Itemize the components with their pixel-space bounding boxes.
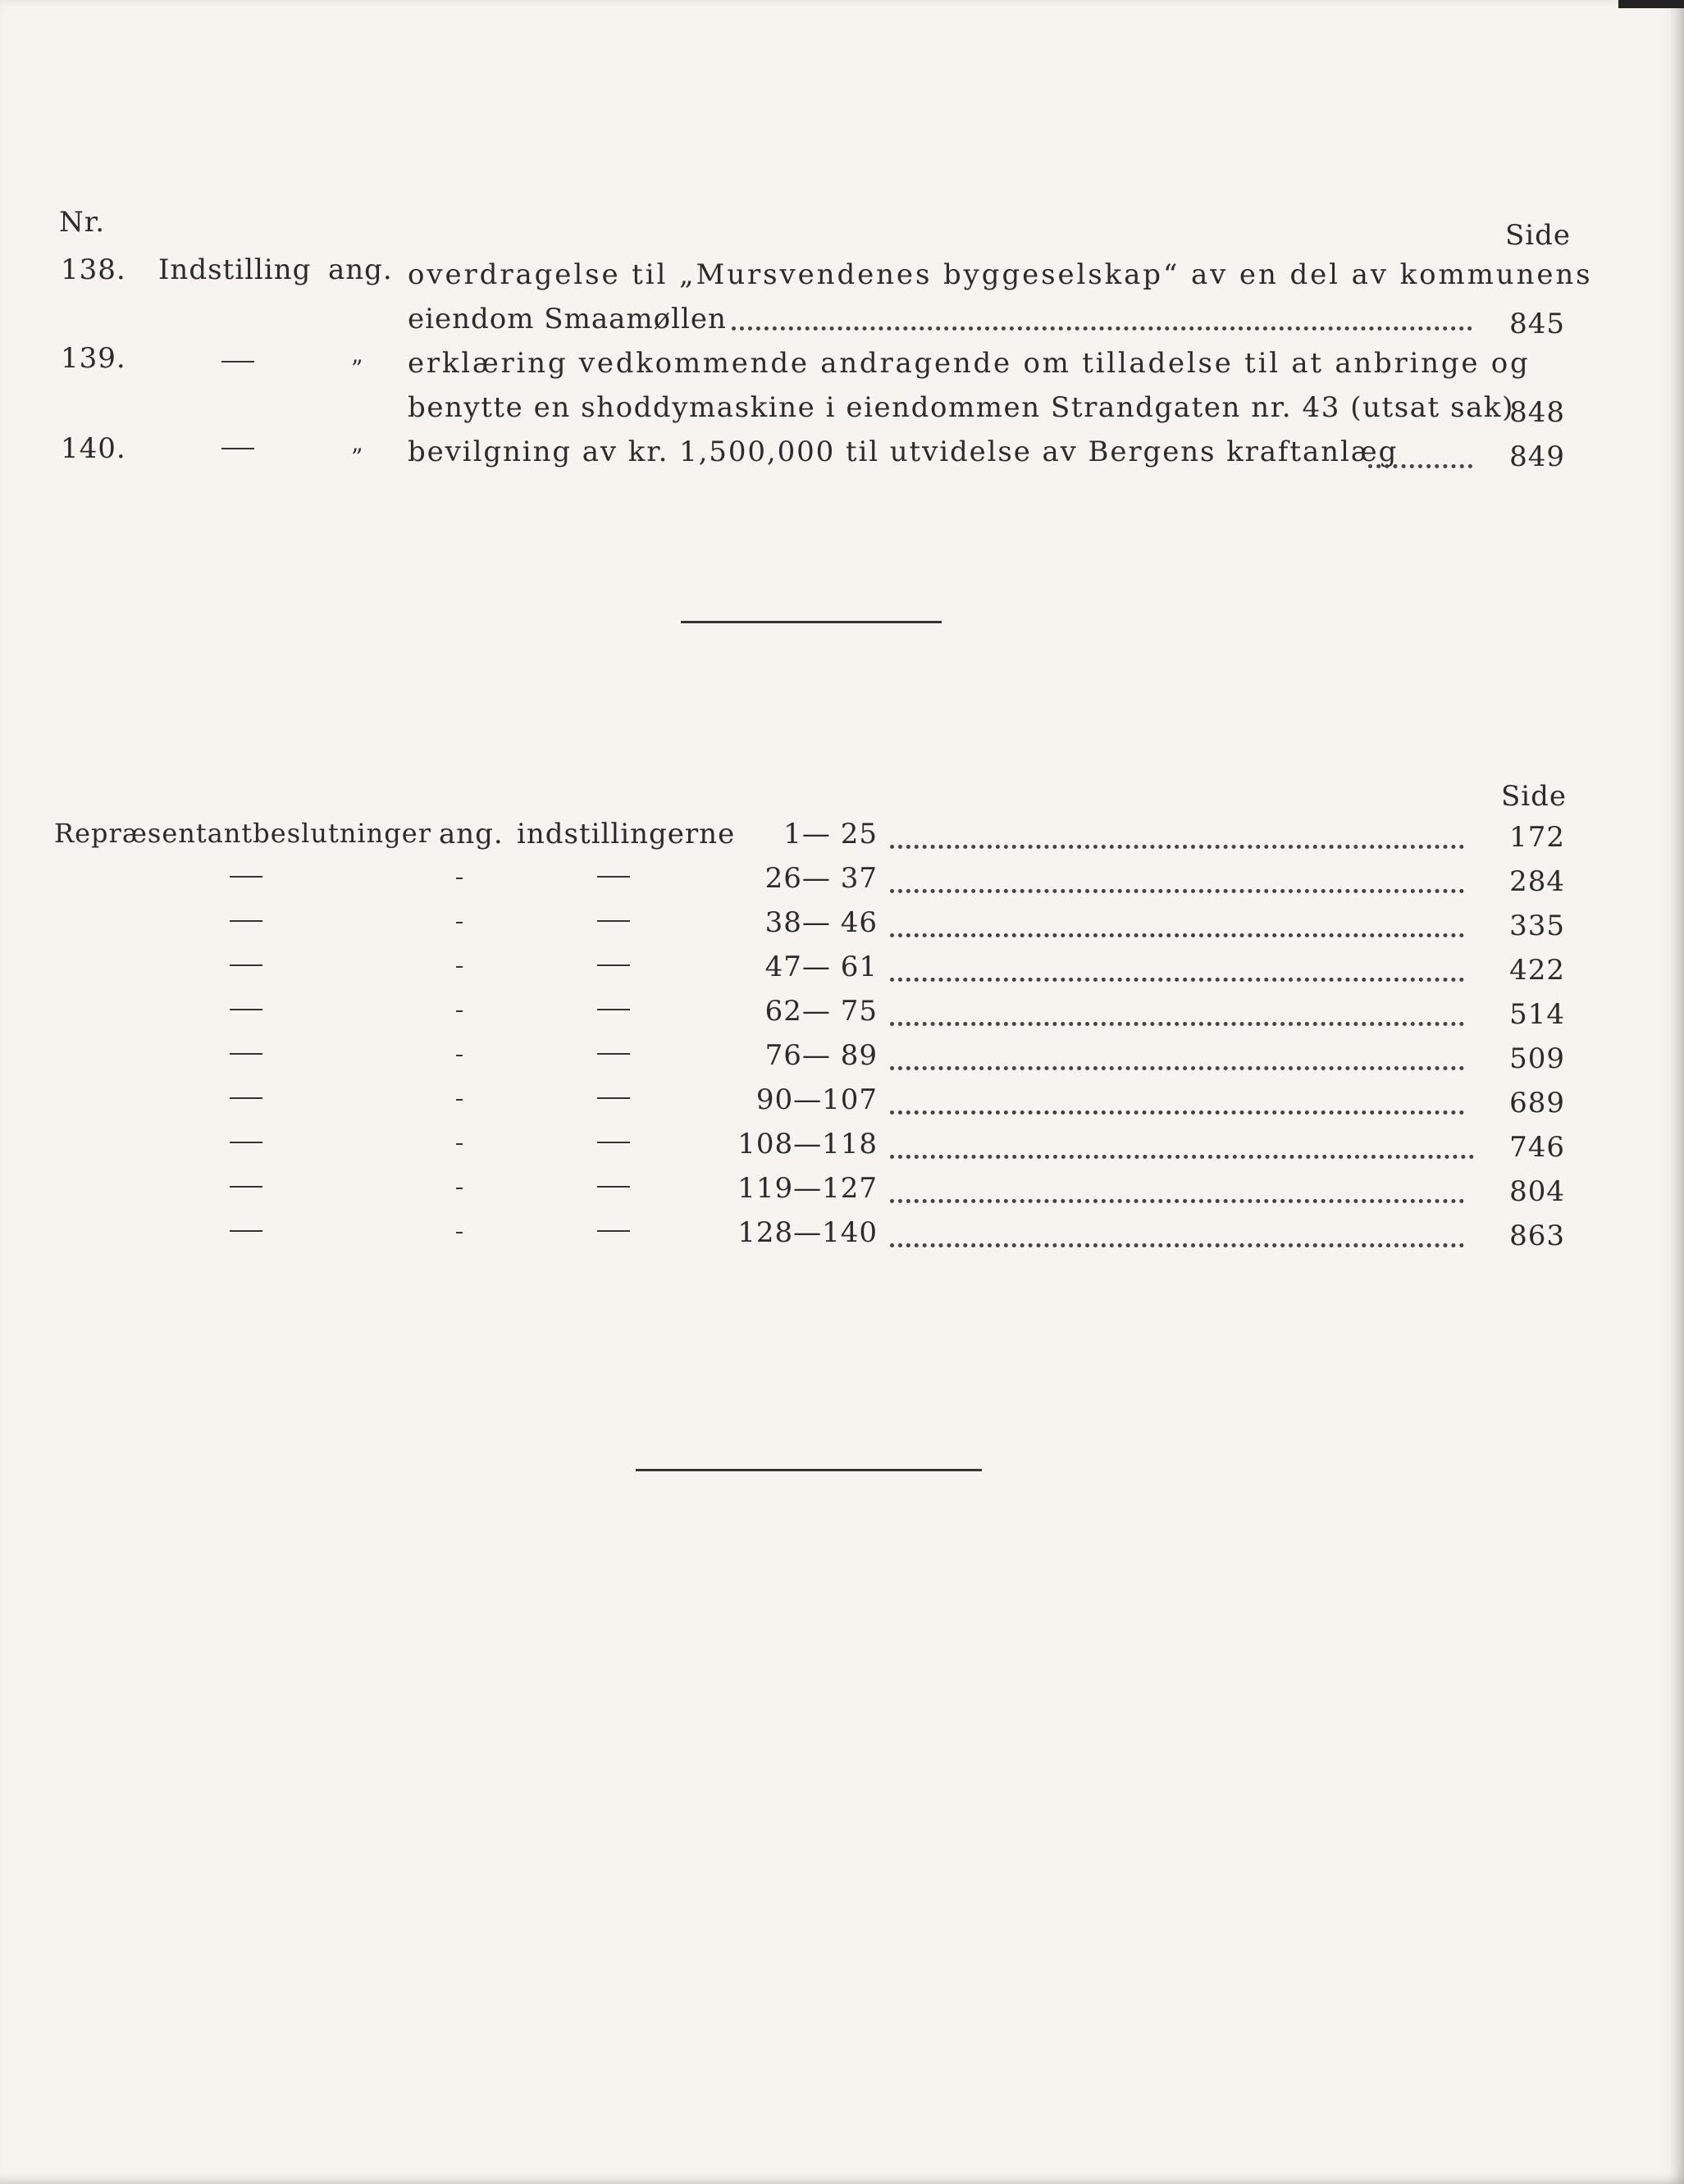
resolution-range: 119—127 [737,1172,878,1205]
nr-column-header: Nr. [59,206,106,239]
dot-leader [890,889,1464,893]
resolution-range: 108—118 [737,1128,878,1160]
dot-leader [732,326,1472,331]
ditto-dash [230,1186,262,1188]
ditto-hyphen [456,1010,463,1012]
ditto-hyphen [456,966,463,968]
ditto-dash [597,1097,630,1099]
dot-leader [890,933,1464,937]
resolution-page: 514 [1509,998,1565,1031]
ditto-dash [230,1142,262,1143]
ditto-hyphen [456,1099,463,1101]
dot-leader [890,978,1464,982]
resolution-range: 1— 25 [783,818,878,850]
ditto-hyphen [456,1232,463,1233]
page-corner-mark [1618,0,1684,8]
entry-page: 848 [1509,396,1565,429]
resolution-page: 746 [1509,1131,1565,1164]
dot-leader [890,845,1464,849]
entry-description-line1: bevilgning av kr. 1,500,000 til utvidelse av Bergens kraftanlæg [408,435,1399,468]
entry-page: 849 [1509,440,1565,473]
ditto-dash [230,876,262,878]
resolution-page: 284 [1509,865,1565,898]
side-column-header: Side [1505,219,1572,252]
resolution-page: 172 [1509,821,1565,854]
resolution-page: 804 [1509,1175,1565,1208]
dot-leader [1368,464,1472,468]
ditto-dash [230,920,262,922]
dot-leader [890,1022,1464,1026]
entry-number: 140. [61,432,126,465]
resolution-page: 335 [1509,910,1565,942]
ditto-dash [230,1097,262,1099]
ditto-dash [597,876,630,878]
dot-leader [890,1110,1464,1115]
entry-ang: ang. [328,253,393,286]
ditto-hyphen [456,922,463,923]
entry-page: 845 [1509,308,1565,340]
ditto-dash [597,1230,630,1232]
resolution-range: 76— 89 [764,1039,878,1072]
dot-leader [890,1199,1464,1203]
ditto-dash [230,1053,262,1055]
ditto-dash [597,1142,630,1143]
ditto-hyphen [456,1055,463,1056]
ditto-dash [230,1230,262,1232]
ditto-dash [230,1009,262,1010]
entry-description-line1: erklæring vedkommende andragende om tilladelse til at anbringe og [408,347,1531,380]
ditto-dash [597,964,630,966]
resolutions-label: Repræsentantbeslutninger [54,818,431,849]
resolutions-target: indstillingerne [517,818,736,850]
section-divider [636,1469,982,1471]
ditto-dash [221,448,254,449]
resolution-page: 509 [1509,1042,1565,1075]
side-column-header: Side [1501,780,1568,813]
entry-description-line2: benytte en shoddymaskine i eiendommen Strandgaten nr. 43 (utsat sak) [408,391,1514,424]
resolution-range: 90—107 [755,1083,878,1116]
ditto-dash [597,1053,630,1055]
ditto-hyphen [456,878,463,879]
resolution-page: 422 [1509,954,1565,987]
resolution-range: 47— 61 [764,951,878,983]
entry-description-line1: overdragelse til „Mursvendenes byggeselskap“ av en del av kommunens [408,258,1593,291]
entry-number: 138. [61,253,126,286]
dot-leader [890,1243,1464,1247]
ditto-dash [597,920,630,922]
ditto-hyphen [456,1143,463,1145]
ditto-dash [221,361,254,362]
resolution-range: 38— 46 [764,906,878,939]
section-divider [681,621,942,623]
ditto-dash [230,964,262,966]
ditto-mark: ” [351,444,364,471]
entry-number: 139. [61,342,126,375]
dot-leader [890,1066,1464,1070]
dot-leader [890,1155,1474,1159]
ditto-dash [597,1186,630,1188]
resolutions-ang: ang. [439,818,504,850]
ditto-hyphen [456,1188,463,1189]
resolution-range: 62— 75 [764,995,878,1028]
ditto-dash [597,1009,630,1010]
resolution-page: 689 [1509,1087,1565,1119]
resolution-page: 863 [1509,1220,1565,1252]
entry-type: Indstilling [158,253,312,286]
resolution-range: 26— 37 [764,862,878,895]
entry-description-line2: eiendom Smaamøllen [408,303,727,335]
ditto-mark: ” [351,355,364,382]
resolution-range: 128—140 [737,1216,878,1249]
